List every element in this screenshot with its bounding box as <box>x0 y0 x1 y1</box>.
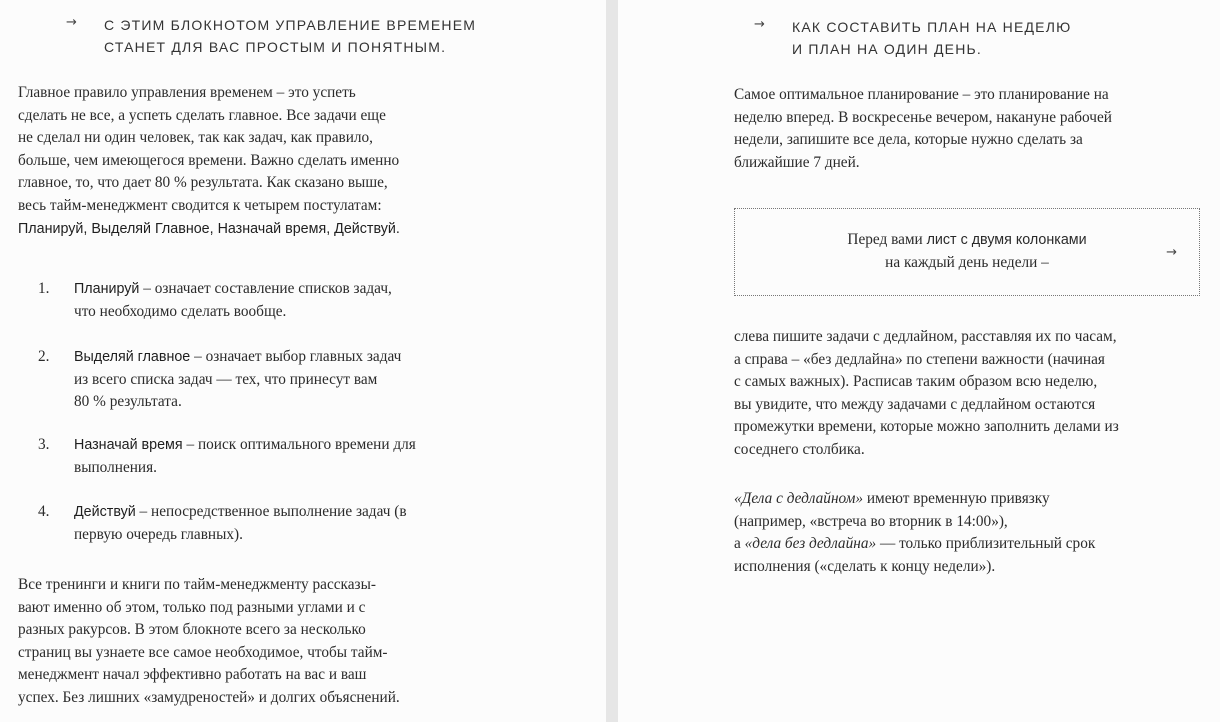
left-heading <box>66 14 476 58</box>
list-text: – непосредственное выполнение задач (в <box>135 503 407 520</box>
text-line: промежутки времени, которые можно заполнить делами из <box>734 418 1119 436</box>
postulates-line: Планируй, Выделяй Главное, Назначай время, Действуй. <box>18 220 400 237</box>
text-line: весь тайм-менеджмент сводится к четырем постулатам: <box>18 196 382 214</box>
list-item <box>38 278 392 323</box>
callout-box <box>734 208 1200 296</box>
list-term: Действуй <box>74 504 136 520</box>
emphasis-text: «Дела с дедлайном» <box>734 490 864 507</box>
text-fragment: — только приблизительный срок <box>876 535 1096 553</box>
callout-emphasis: лист с двумя колонками <box>926 232 1087 248</box>
list-text: первую очередь главных). <box>74 525 243 543</box>
text-line: вают именно об этом, только под разными углами и с <box>18 598 366 616</box>
right-heading <box>754 16 1071 60</box>
left-page <box>0 0 606 722</box>
text-line: больше, чем имеющегося времени. Важно сделать именно <box>18 151 400 169</box>
list-item <box>38 346 401 414</box>
text-line: Главное правило управления временем – это успеть <box>18 84 356 101</box>
arrow-right-icon: → <box>1166 245 1177 260</box>
list-term: Назначай время <box>74 437 183 453</box>
right-heading-text <box>792 16 1071 60</box>
left-intro-paragraph <box>18 82 400 240</box>
right-examples-paragraph <box>734 488 1095 578</box>
callout-text: на каждый день недели – <box>885 253 1049 271</box>
list-number: 4. <box>38 503 50 520</box>
text-fragment: имеют временную привязку <box>863 490 1050 507</box>
right-intro-paragraph <box>734 84 1112 174</box>
text-line: исполнения («сделать к концу недели»). <box>734 557 996 575</box>
text-line: соседнего столбика. <box>734 440 865 458</box>
text-line: Самое оптимальное планирование – это планирование на <box>734 86 1109 103</box>
list-text: выполнения. <box>74 458 157 476</box>
list-text: из всего списка задач — тех, что принесут вам <box>74 370 378 388</box>
right-page <box>618 0 1220 722</box>
heading-line: И ПЛАН НА ОДИН ДЕНЬ. <box>792 41 983 57</box>
text-line: разных ракурсов. В этом блокноте всего за несколько <box>18 621 366 639</box>
text-line: успех. Без лишних «замудреностей» и долгих объяснений. <box>18 688 400 706</box>
text-line: недели, запишите все дела, которые нужно сделать за <box>734 131 1083 149</box>
arrow-right-icon: → <box>66 15 77 30</box>
text-line: не сделал ни один человек, так как задач, как правило, <box>18 129 374 147</box>
heading-line: С ЭТИМ БЛОКНОТОМ УПРАВЛЕНИЕ ВРЕМЕНЕМ <box>104 17 477 33</box>
callout-text: Перед вами <box>847 231 927 248</box>
left-closing-paragraph <box>18 574 400 710</box>
list-text: что необходимо сделать вообще. <box>74 302 287 320</box>
arrow-right-icon: → <box>754 17 765 32</box>
text-line: неделю вперед. В воскресенье вечером, накануне рабочей <box>734 108 1112 126</box>
list-text: – поиск оптимального времени для <box>182 436 416 453</box>
list-text: – означает выбор главных задач <box>190 348 402 365</box>
heading-line: СТАНЕТ ДЛЯ ВАС ПРОСТЫМ И ПОНЯТНЫМ. <box>104 39 447 55</box>
text-line: с самых важных). Расписав таким образом всю неделю, <box>734 373 1098 391</box>
text-line: а справа – «без дедлайна» по степени важности (начиная <box>734 350 1105 368</box>
list-number: 1. <box>38 280 50 297</box>
text-fragment: а <box>734 535 745 553</box>
list-term: Планируй <box>74 281 140 297</box>
right-after-box-paragraph <box>734 326 1119 462</box>
list-term: Выделяй главное <box>74 349 191 365</box>
list-text: – означает составление списков задач, <box>139 280 392 297</box>
text-line: главное, то, что дает 80 % результата. Как сказано выше, <box>18 174 388 192</box>
text-line: ближайшие 7 дней. <box>734 153 860 171</box>
emphasis-text: «дела без дедлайна» <box>744 535 877 553</box>
list-item <box>38 434 416 479</box>
list-number: 3. <box>38 436 50 453</box>
text-line: вы увидите, что между задачами с дедлайном остаются <box>734 395 1096 413</box>
text-line: сделать не все, а успеть сделать главное. Все задачи еще <box>18 106 386 124</box>
text-line: менеджмент начал эффективно работать на вас и ваш <box>18 666 367 684</box>
list-item <box>38 501 407 546</box>
text-line: Все тренинги и книги по тайм-менеджменту рассказы- <box>18 576 376 593</box>
text-line: слева пишите задачи с дедлайном, расставляя их по часам, <box>734 328 1117 345</box>
heading-line: КАК СОСТАВИТЬ ПЛАН НА НЕДЕЛЮ <box>792 19 1072 35</box>
left-heading-text <box>104 14 476 58</box>
text-line: страниц вы узнаете все самое необходимое, чтобы тайм- <box>18 643 388 661</box>
list-text: 80 % результата. <box>74 393 182 411</box>
list-number: 2. <box>38 348 50 365</box>
text-line: (например, «встреча во вторник в 14:00»), <box>734 512 1008 530</box>
